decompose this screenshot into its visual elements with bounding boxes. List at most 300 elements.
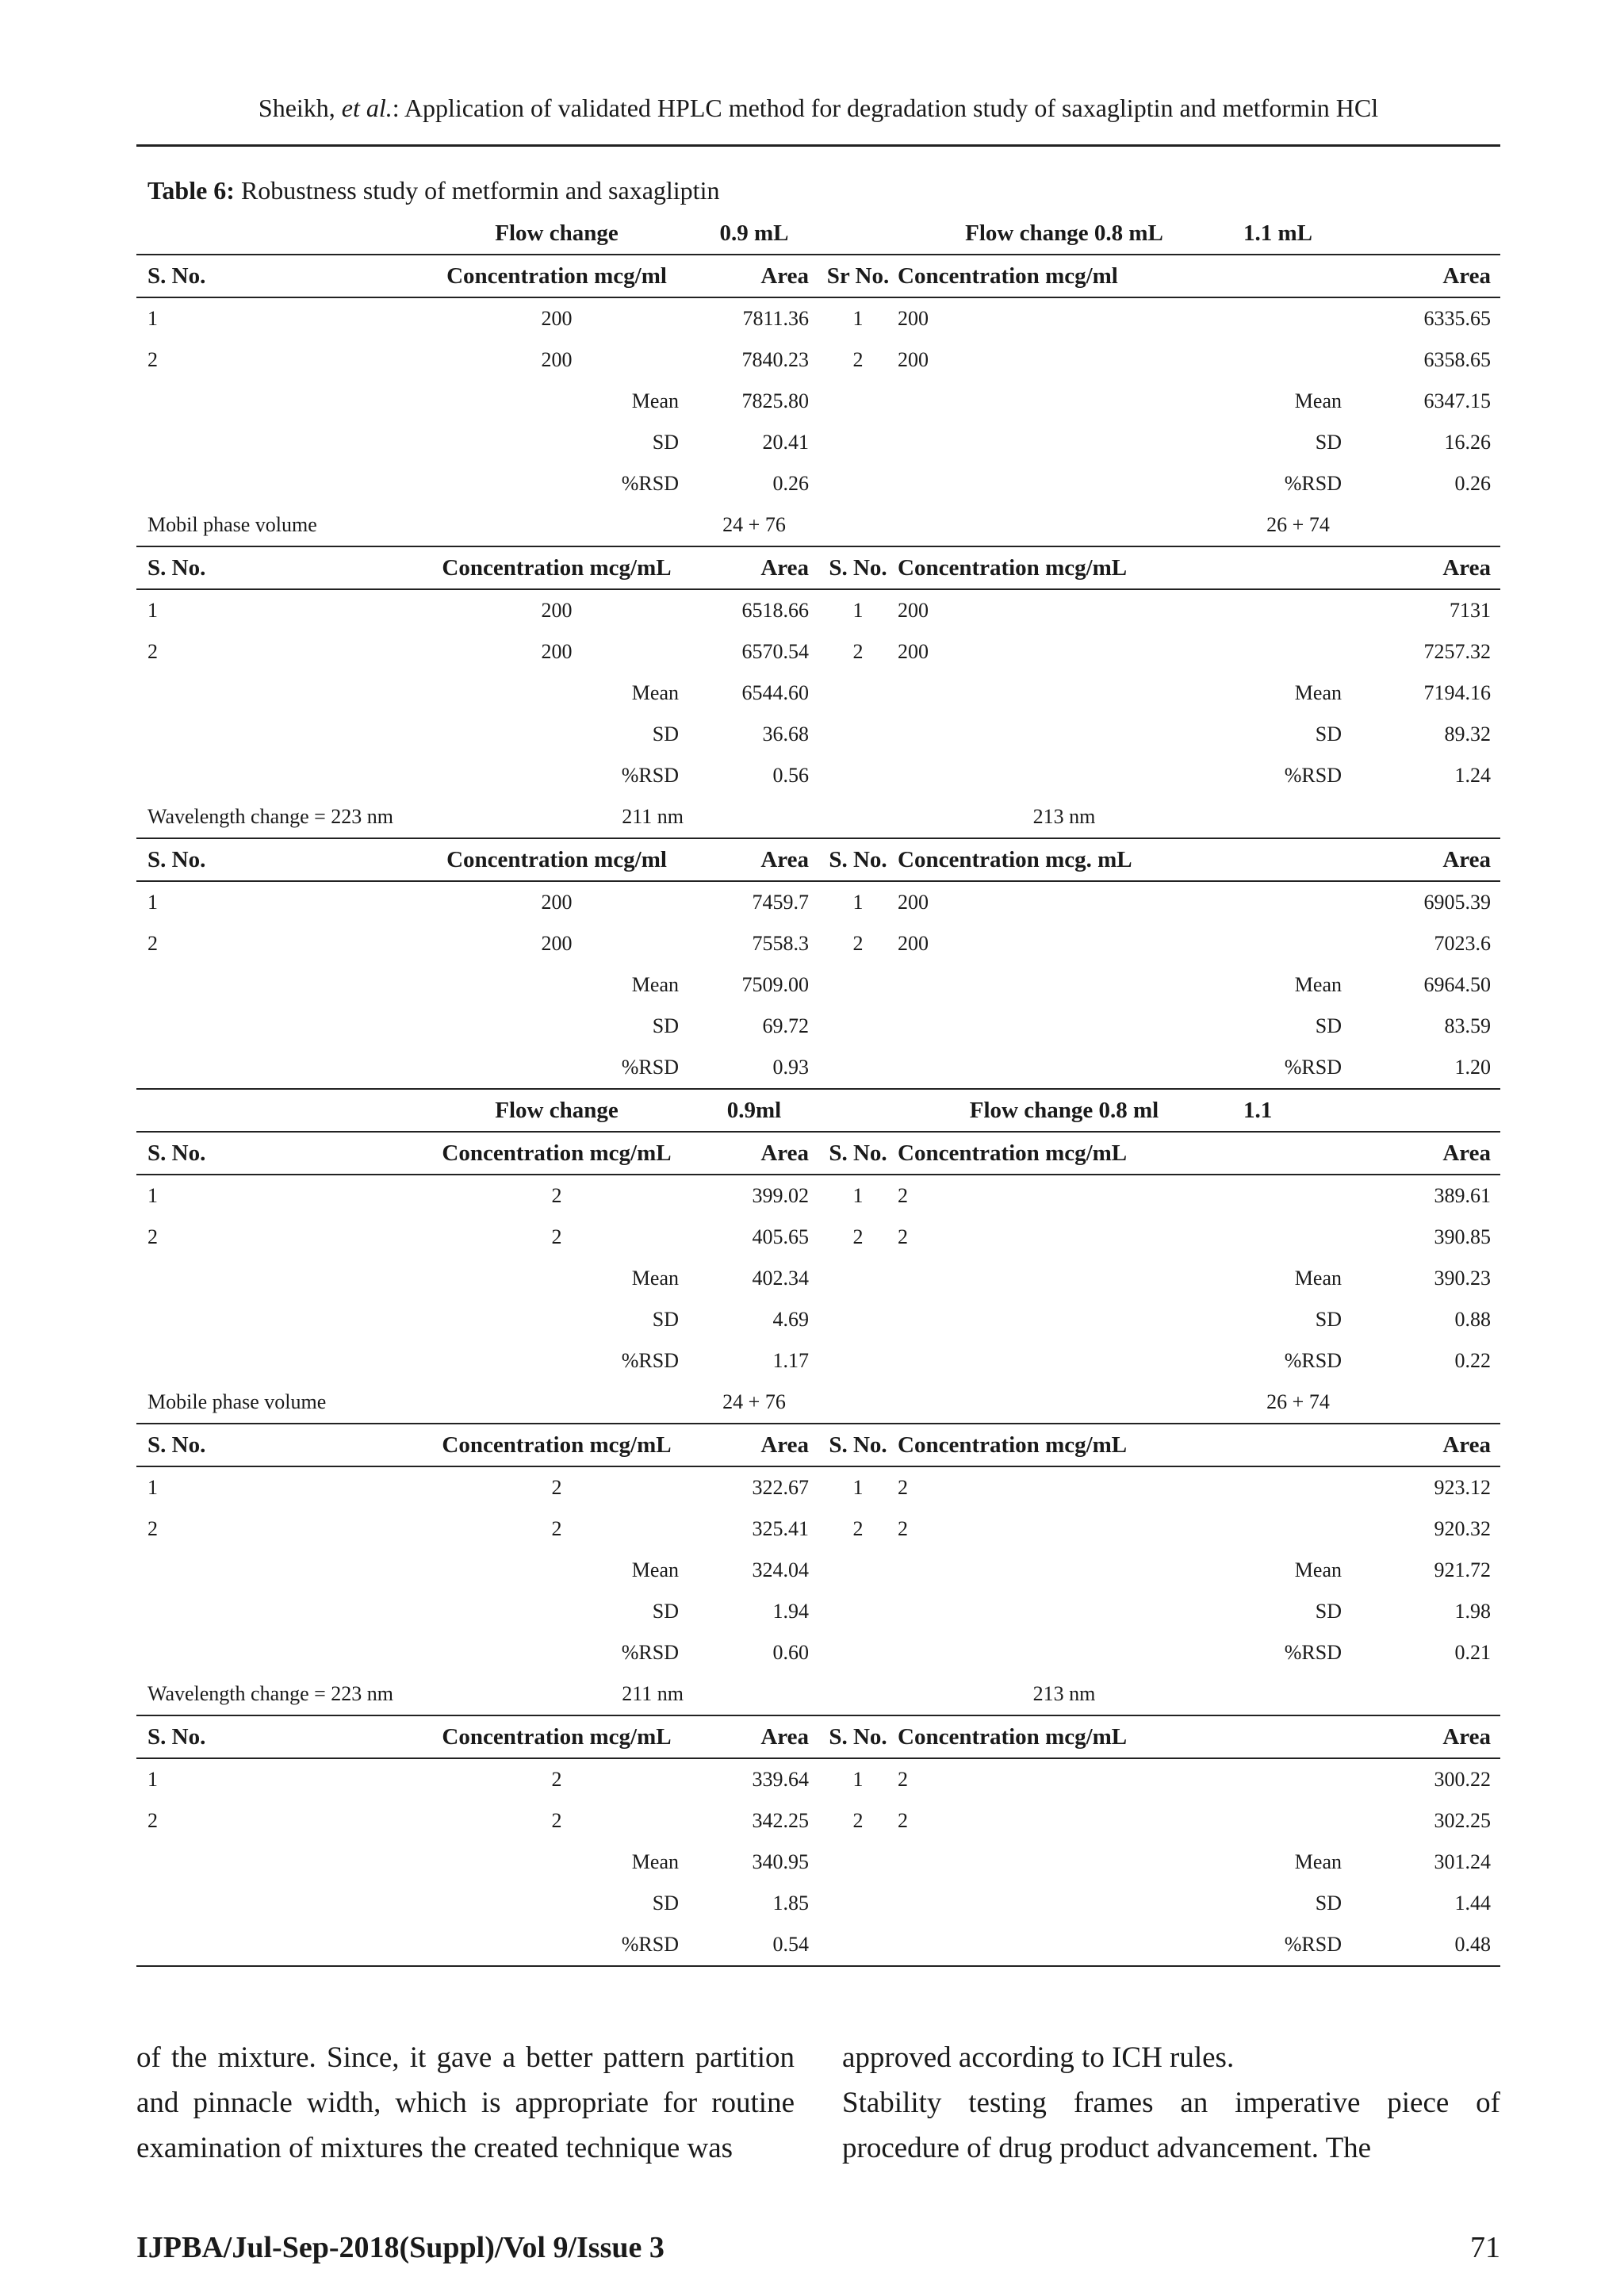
body-column-right: [842, 2035, 1500, 2171]
table-cell: 389.61: [1434, 1184, 1491, 1207]
table-row: [136, 1217, 1500, 1258]
table-cell: 1: [147, 307, 158, 330]
table-row: [136, 714, 1500, 755]
table-cell: %RSD: [414, 1924, 699, 1966]
table-cell: 923.12: [1434, 1476, 1491, 1499]
table-cell: [818, 1842, 898, 1883]
flow-change-label: Flow change: [414, 213, 699, 255]
table-row: [136, 339, 1500, 381]
section-header-row: [136, 213, 1500, 255]
column-header: [1231, 1715, 1365, 1758]
column-header: Concentration mcg/mL: [414, 1424, 699, 1466]
table-cell: [898, 1047, 1231, 1089]
column-header: Area: [699, 838, 818, 881]
body-paragraph: of the mixture. Since, it gave a better pattern partition and pinnacle width, which is appropriate for routine examination of mixtures the created technique was: [136, 2041, 795, 2164]
section-header-row: [136, 796, 1500, 838]
table-cell: [136, 755, 414, 796]
table-cell: 0.88: [1454, 1308, 1491, 1331]
condition-value: 26 + 74: [1231, 1382, 1365, 1424]
table-cell: 200: [541, 891, 573, 914]
footer-journal: IJPBA/Jul-Sep-2018(Suppl)/Vol 9/Issue 3: [136, 2231, 665, 2264]
column-header: S. No.: [818, 838, 898, 881]
table-row: [136, 1340, 1500, 1382]
table-row: [136, 297, 1500, 339]
table-cell: [136, 1924, 414, 1966]
table-cell: 1.85: [772, 1892, 809, 1915]
column-header: Concentration mcg/mL: [414, 546, 699, 589]
table-cell: 200: [898, 599, 929, 622]
table-cell: [1231, 1466, 1365, 1508]
table-cell: 2: [551, 1517, 562, 1540]
table-cell: 0.21: [1454, 1641, 1491, 1664]
empty-cell: [699, 796, 818, 838]
column-header: S. No.: [136, 838, 414, 881]
table-cell: [136, 1591, 414, 1632]
table-cell: [136, 1550, 414, 1591]
table-cell: 2: [898, 1184, 908, 1207]
table-cell: Mean: [631, 681, 679, 704]
column-header: [1231, 255, 1365, 297]
table-cell: [818, 714, 898, 755]
table-cell: 69.72: [762, 1014, 809, 1037]
table-cell: 339.64: [752, 1768, 809, 1791]
table-cell: [136, 1842, 414, 1883]
column-header-row: [136, 546, 1500, 589]
table-cell: 390.85: [1434, 1225, 1491, 1248]
table-cell: 6347.15: [1423, 389, 1491, 412]
header-author: Sheikh,: [258, 94, 335, 122]
table-cell: [818, 964, 898, 1006]
table-cell: [1231, 1217, 1365, 1258]
table-cell: 0.56: [772, 764, 809, 787]
table-cell: 7131: [1450, 599, 1491, 622]
table-cell: 200: [898, 640, 929, 663]
column-header-row: [136, 1132, 1500, 1175]
running-head: [136, 94, 1500, 123]
condition-value: 26 + 74: [1231, 504, 1365, 546]
table-cell: 1.44: [1454, 1892, 1491, 1915]
table-cell: 1: [147, 1768, 158, 1791]
table-cell: 7194.16: [1423, 681, 1491, 704]
column-header: S. No.: [136, 1715, 414, 1758]
table-row: [136, 1632, 1500, 1673]
section-header-row: [136, 1382, 1500, 1424]
table-cell: 302.25: [1434, 1809, 1491, 1832]
table-cell: %RSD: [1231, 1924, 1365, 1966]
table-cell: 2: [551, 1184, 562, 1207]
table-cell: Mean: [1294, 1558, 1342, 1581]
column-header: S. No.: [136, 546, 414, 589]
table-cell: 6335.65: [1423, 307, 1491, 330]
table-row: [136, 1508, 1500, 1550]
column-header: Concentration mcg/mL: [898, 1715, 1231, 1758]
table-cell: 0.93: [772, 1056, 809, 1079]
table-cell: %RSD: [1284, 1641, 1342, 1664]
column-header-row: [136, 1715, 1500, 1758]
table-cell: 6570.54: [741, 640, 809, 663]
flow-rate-value: 1.1: [1231, 1089, 1365, 1132]
table-cell: 7558.3: [752, 932, 809, 955]
table-cell: 2: [898, 1768, 908, 1791]
empty-cell: [414, 504, 699, 546]
table-cell: [136, 1299, 414, 1340]
empty-cell: [1231, 1673, 1365, 1715]
table-cell: 2: [551, 1768, 562, 1791]
column-header: [1231, 546, 1365, 589]
table-row: [136, 1591, 1500, 1632]
column-header: Area: [1365, 255, 1500, 297]
table-cell: SD: [652, 431, 679, 454]
robustness-table: [136, 213, 1500, 1967]
table-cell: 2: [147, 932, 158, 955]
header-rule: [136, 144, 1500, 147]
empty-cell: [1365, 1089, 1500, 1132]
empty-cell: [1365, 504, 1500, 546]
table-cell: [136, 1047, 414, 1089]
empty-cell: [898, 1382, 1231, 1424]
table-cell: %RSD: [621, 1349, 679, 1372]
table-cell: [898, 1591, 1231, 1632]
table-cell: [818, 463, 898, 504]
empty-cell: [818, 796, 898, 838]
column-header: S. No.: [136, 255, 414, 297]
empty-cell: [699, 1673, 818, 1715]
table-cell: [1231, 297, 1365, 339]
table-cell: 2: [147, 640, 158, 663]
empty-cell: [818, 213, 898, 255]
table-caption-label: Table 6:: [147, 176, 235, 205]
table-cell: SD: [1315, 431, 1342, 454]
table-row: [136, 463, 1500, 504]
table-cell: 1: [147, 599, 158, 622]
table-cell: [818, 1924, 898, 1966]
table-row: [136, 1924, 1500, 1966]
table-cell: 200: [541, 599, 573, 622]
column-header: Area: [1365, 838, 1500, 881]
table-cell: 7840.23: [741, 348, 809, 371]
table-row: [136, 381, 1500, 422]
table-cell: [898, 964, 1231, 1006]
column-header-row: [136, 1424, 1500, 1466]
column-header: Area: [699, 255, 818, 297]
table-cell: 2: [852, 1809, 864, 1832]
table-cell: 301.24: [1434, 1850, 1491, 1873]
section-header-row: [136, 1089, 1500, 1132]
condition-label: Wavelength change = 223 nm: [136, 1673, 414, 1715]
table-cell: [1231, 1175, 1365, 1217]
flow-rate-value: 1.1 mL: [1231, 213, 1365, 255]
table-cell: Mean: [631, 1267, 679, 1290]
table-cell: Mean: [1294, 681, 1342, 704]
table-cell: [818, 1550, 898, 1591]
table-row: [136, 1006, 1500, 1047]
table-cell: %RSD: [621, 764, 679, 787]
table-cell: 36.68: [762, 723, 809, 746]
table-cell: [818, 755, 898, 796]
table-cell: [1231, 631, 1365, 673]
condition-value: 213 nm: [898, 796, 1231, 838]
table-row: [136, 1800, 1500, 1842]
table-row: [136, 1550, 1500, 1591]
column-header: Concentration mcg/ml: [898, 255, 1231, 297]
table-row: [136, 589, 1500, 631]
column-header: Sr No.: [818, 255, 898, 297]
table-cell: [898, 1883, 1231, 1924]
table-cell: [898, 1340, 1231, 1382]
table-cell: SD: [652, 1600, 679, 1623]
table-row: [136, 422, 1500, 463]
table-cell: [1231, 1508, 1365, 1550]
table-cell: [818, 422, 898, 463]
table-cell: 200: [898, 307, 929, 330]
table-cell: [818, 1047, 898, 1089]
table-cell: 300.22: [1434, 1768, 1491, 1791]
table-cell: 1.20: [1454, 1056, 1491, 1079]
table-cell: [898, 381, 1231, 422]
empty-cell: [1365, 1382, 1500, 1424]
table-cell: Mean: [1294, 973, 1342, 996]
table-cell: 1.98: [1454, 1600, 1491, 1623]
table-cell: 7811.36: [742, 307, 809, 330]
table-cell: 2: [147, 1809, 158, 1832]
table-cell: 405.65: [752, 1225, 809, 1248]
table-cell: %RSD: [621, 472, 679, 495]
table-cell: 0.26: [772, 472, 809, 495]
table-cell: %RSD: [1284, 1349, 1342, 1372]
table-cell: Mean: [631, 1558, 679, 1581]
column-header: Area: [1365, 1132, 1500, 1175]
table-cell: [898, 673, 1231, 714]
table-cell: 324.04: [752, 1558, 809, 1581]
table-row: [136, 1466, 1500, 1508]
table-cell: 325.41: [752, 1517, 809, 1540]
section-header-row: [136, 504, 1500, 546]
table-caption: [147, 176, 719, 205]
table-cell: 2: [147, 348, 158, 371]
table-cell: 399.02: [752, 1184, 809, 1207]
table-row: [136, 964, 1500, 1006]
flow-change-label: Flow change: [414, 1089, 699, 1132]
condition-label: Mobil phase volume: [136, 504, 414, 546]
table-row: [136, 1758, 1500, 1800]
table-cell: [818, 1591, 898, 1632]
table-cell: 2: [147, 1225, 158, 1248]
table-cell: [898, 714, 1231, 755]
table-cell: 1: [147, 1476, 158, 1499]
column-header-row: [136, 838, 1500, 881]
table-cell: [898, 1258, 1231, 1299]
condition-value: 24 + 76: [699, 504, 818, 546]
table-cell: [818, 1299, 898, 1340]
column-header: Concentration mcg/ml: [414, 838, 699, 881]
column-header: Area: [699, 1424, 818, 1466]
table-cell: [898, 1006, 1231, 1047]
column-header: Concentration mcg/mL: [414, 1715, 699, 1758]
empty-cell: [136, 213, 414, 255]
empty-cell: [818, 504, 898, 546]
table-cell: [1231, 589, 1365, 631]
table-cell: [136, 714, 414, 755]
table-cell: 1: [852, 599, 864, 622]
table-cell: 200: [898, 891, 929, 914]
table-cell: 920.32: [1434, 1517, 1491, 1540]
table-cell: 2: [852, 1225, 864, 1248]
table-cell: 402.34: [752, 1267, 809, 1290]
table-cell: 1: [852, 1768, 864, 1791]
column-header: Concentration mcg/mL: [898, 1424, 1231, 1466]
table-cell: [1231, 339, 1365, 381]
table-cell: 1: [852, 307, 864, 330]
table-cell: 0.48: [1365, 1924, 1500, 1966]
table-cell: 1.94: [772, 1600, 809, 1623]
flow-change-label: Flow change 0.8 ml: [898, 1089, 1231, 1132]
body-paragraph: approved according to ICH rules.: [842, 2041, 1235, 2074]
flow-rate-value: 0.9 mL: [699, 213, 818, 255]
column-header: S. No.: [818, 1424, 898, 1466]
table-cell: 0.60: [772, 1641, 809, 1664]
table-cell: Mean: [631, 389, 679, 412]
column-header: Area: [699, 1132, 818, 1175]
table-cell: 200: [541, 640, 573, 663]
table-cell: [818, 1632, 898, 1673]
table-cell: 342.25: [752, 1809, 809, 1832]
table-cell: [1231, 923, 1365, 964]
empty-cell: [1231, 796, 1365, 838]
column-header-row: [136, 255, 1500, 297]
table-row: [136, 755, 1500, 796]
empty-cell: [136, 1089, 414, 1132]
table-cell: 2: [852, 348, 864, 371]
table-cell: %RSD: [1284, 1056, 1342, 1079]
column-header: Concentration mcg/ml: [414, 255, 699, 297]
table-cell: [136, 1006, 414, 1047]
table-cell: 7257.32: [1423, 640, 1491, 663]
table-row: [136, 923, 1500, 964]
table-cell: [818, 1006, 898, 1047]
table-cell: 200: [541, 307, 573, 330]
column-header: S. No.: [136, 1424, 414, 1466]
table-row: [136, 1175, 1500, 1217]
table-cell: SD: [652, 723, 679, 746]
column-header: [1231, 1424, 1365, 1466]
table-cell: [818, 381, 898, 422]
table-cell: 1.17: [772, 1349, 809, 1372]
table-cell: SD: [1315, 1892, 1342, 1915]
table-cell: [136, 463, 414, 504]
table-cell: 200: [898, 932, 929, 955]
empty-cell: [414, 1382, 699, 1424]
table-cell: 2: [852, 640, 864, 663]
table-row: [136, 881, 1500, 923]
empty-cell: [1365, 1673, 1500, 1715]
table-cell: 6964.50: [1423, 973, 1491, 996]
empty-cell: [1365, 213, 1500, 255]
table-cell: 2: [852, 932, 864, 955]
column-header: Area: [1365, 1424, 1500, 1466]
table-cell: %RSD: [1284, 764, 1342, 787]
table-cell: SD: [652, 1308, 679, 1331]
table-cell: [818, 1340, 898, 1382]
table-cell: 16.26: [1444, 431, 1491, 454]
table-cell: 2: [147, 1517, 158, 1540]
table-cell: 1.24: [1454, 764, 1491, 787]
table-cell: 2: [551, 1476, 562, 1499]
table-cell: [136, 673, 414, 714]
table-cell: [898, 1299, 1231, 1340]
table-cell: [1231, 1800, 1365, 1842]
column-header: Concentration mcg/mL: [898, 546, 1231, 589]
table-caption-text: Robustness study of metformin and saxagliptin: [234, 176, 720, 205]
table-cell: 1: [852, 1476, 864, 1499]
condition-value: 213 nm: [898, 1673, 1231, 1715]
empty-cell: [898, 504, 1231, 546]
condition-value: 24 + 76: [699, 1382, 818, 1424]
column-header: [1231, 1132, 1365, 1175]
table-cell: 340.95: [752, 1850, 809, 1873]
table-cell: %RSD: [621, 1641, 679, 1664]
table-cell: SD: [1315, 723, 1342, 746]
table-row: [136, 1047, 1500, 1089]
table-cell: 1: [147, 1184, 158, 1207]
table-cell: 7459.7: [752, 891, 809, 914]
table-cell: [898, 1632, 1231, 1673]
table-cell: SD: [652, 1892, 679, 1915]
table-cell: [898, 1924, 1231, 1966]
table-cell: [1231, 881, 1365, 923]
table-cell: 390.23: [1434, 1267, 1491, 1290]
table-cell: [898, 1550, 1231, 1591]
column-header: S. No.: [818, 1715, 898, 1758]
column-header: Concentration mcg/mL: [414, 1132, 699, 1175]
table-cell: 20.41: [762, 431, 809, 454]
table-cell: [898, 422, 1231, 463]
table-cell: 0.54: [699, 1924, 818, 1966]
header-title: : Application of validated HPLC method for degradation study of saxagliptin and metformin HCl: [392, 94, 1379, 122]
table-cell: 2: [551, 1225, 562, 1248]
table-cell: 7509.00: [741, 973, 809, 996]
table-cell: 1: [147, 891, 158, 914]
flow-rate-value: 0.9ml: [699, 1089, 818, 1132]
table-cell: SD: [1315, 1308, 1342, 1331]
empty-cell: [818, 1089, 898, 1132]
column-header: Concentration mcg. mL: [898, 838, 1231, 881]
table-cell: SD: [1315, 1014, 1342, 1037]
column-header: Area: [1365, 546, 1500, 589]
body-paragraph: Stability testing frames an imperative piece of procedure of drug product advancement. The: [842, 2087, 1500, 2164]
column-header: Area: [1365, 1715, 1500, 1758]
table-cell: SD: [652, 1014, 679, 1037]
table-cell: Mean: [1294, 1850, 1342, 1873]
table-row: [136, 631, 1500, 673]
table-cell: 89.32: [1444, 723, 1491, 746]
table-cell: [898, 1842, 1231, 1883]
table-cell: [136, 1632, 414, 1673]
column-header: Area: [699, 546, 818, 589]
table-cell: 6544.60: [741, 681, 809, 704]
table-cell: %RSD: [1284, 472, 1342, 495]
table-cell: 200: [541, 932, 573, 955]
condition-label: Wavelength change = 223 nm: [136, 796, 414, 838]
table-cell: 2: [551, 1809, 562, 1832]
table-cell: [136, 1258, 414, 1299]
table-cell: 921.72: [1434, 1558, 1491, 1581]
table-cell: [818, 1258, 898, 1299]
body-column-left: [136, 2035, 795, 2171]
table-cell: 6518.66: [741, 599, 809, 622]
table-cell: %RSD: [621, 1056, 679, 1079]
table-cell: [1231, 1758, 1365, 1800]
table-cell: 200: [898, 348, 929, 371]
